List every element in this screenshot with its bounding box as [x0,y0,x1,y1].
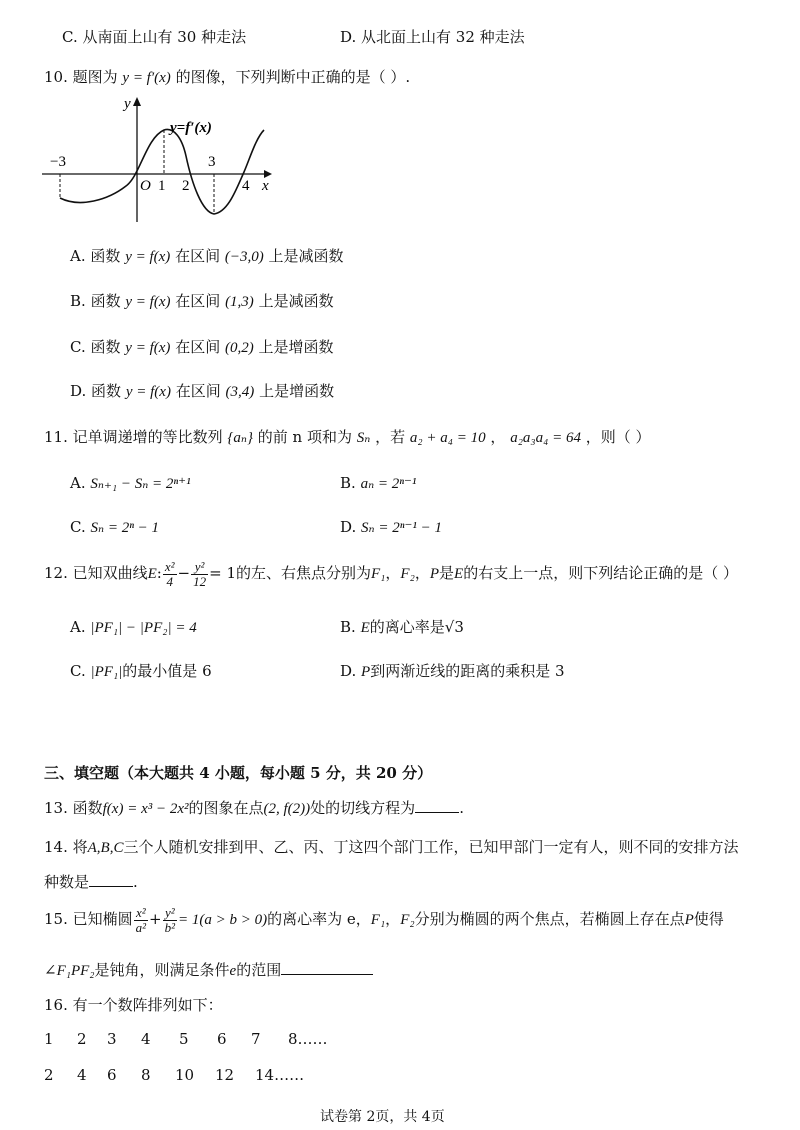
row1-cell: 4 [141,1030,151,1048]
row1-cell: 2 [77,1030,87,1048]
x-axis-label: x [262,178,269,194]
row2-cell: 2 [44,1066,54,1084]
q14-answer-blank[interactable] [89,870,133,887]
row2-cell: 4 [77,1066,87,1084]
row1-cell: 6 [217,1030,227,1048]
page-footer: 试卷第 2页，共 4页 [320,1109,445,1125]
q15-frac-y: $\frac{\text{y²}}{\text{b²}}$ [164,904,176,935]
q15-line1: 15. 已知椭圆 $\frac{\text{x²}}{\text{a²}}$ + $\frac{\text{y²}}{\text{b²}}$ = 1(a > b > 0)的离心率为 e，F₁，F₂分别为椭圆的两个焦点，若椭圆上存在点P使得 [44,904,724,935]
row2-cell: 8 [141,1066,151,1084]
q12-frac-y: $\frac{\text{y²}}{12}$ [193,558,207,589]
y-axis-arrow [133,97,141,106]
row1-cell: 5 [179,1030,189,1048]
tick-3: 3 [208,154,216,170]
q10-option-d: D. 函数 y = f(x) 在区间 (3,4) 上是增函数 [70,382,335,400]
q12-option-c: C. |PF₁|的最小值是 6 [70,662,212,680]
q11-stem: 11. 记单调递增的等比数列 {aₙ} 的前 n 项和为 Sₙ ，若 a₂ + a₄ = 10 ， a₂a₃a₄ = 64 ，则（ ） [44,428,651,446]
q12-option-d: D. P到两渐近线的距离的乘积是 3 [340,662,565,680]
tick-1: 1 [158,178,166,194]
row1-cell: 3 [107,1030,117,1048]
row2-cell: 12 [215,1066,235,1084]
q11-option-b: B. aₙ = 2ⁿ⁻¹ [340,474,417,492]
row1-cell: 7 [251,1030,261,1048]
q14-line1: 14. 将A,B,C三个人随机安排到甲、乙、丙、丁这四个部门工作，已知甲部门一定有人，则不同的安排方法 [44,838,739,856]
q16-row-1 [44,1028,328,1050]
tick-4: 4 [242,178,250,194]
row2-cell: 14…… [255,1066,305,1084]
q11-option-d: D. Sₙ = 2ⁿ⁻¹ − 1 [340,518,443,536]
q13-answer-blank[interactable] [415,796,459,813]
q11-option-c: C. Sₙ = 2ⁿ − 1 [70,518,160,536]
q12-option-b: B. E的离心率是√3 [340,618,464,636]
section-3-heading: 三、填空题（本大题共 4 小题，每小题 5 分，共 20 分） [44,764,433,782]
row2-cell: 10 [175,1066,195,1084]
q15-frac-x: $\frac{\text{x²}}{\text{a²}}$ [135,904,147,935]
origin-label: O [140,178,151,194]
q10-stem: 10. 题图为 y = f′(x) 的图像，下列判断中正确的是（ ）. [44,68,411,86]
y-axis-label: y [124,96,131,112]
q16-stem: 16. 有一个数阵排列如下： [44,996,223,1014]
q15-answer-blank[interactable] [281,958,373,975]
q10-option-c: C. 函数 y = f(x) 在区间 (0,2) 上是增函数 [70,338,334,356]
q11-option-a: A. Sₙ₊₁ − Sₙ = 2ⁿ⁺¹ [70,474,191,492]
q12-stem: 12. 已知双曲线E: $\frac{\text{x²}}{4}$ − $\frac{\text{y²}}{12}$ = 1的左、右焦点分别为F₁，F₂，P是E的右支上一点，则下列结论正确的是（ ） [44,558,738,589]
q13-stem: 13. 函数f(x) = x³ − 2x²的图象在点(2, f(2))处的切线方程为 . [44,796,464,820]
derivative-curve [60,130,264,214]
q15-line2: ∠F₁PF₂是钝角，则满足条件e的范围 [44,958,373,982]
q16-row-2 [44,1064,304,1086]
x-axis-arrow [264,170,272,178]
q10-option-b: B. 函数 y = f(x) 在区间 (1,3) 上是减函数 [70,292,334,310]
row2-cell: 6 [107,1066,117,1084]
q14-line2: 种数是 . [44,870,138,893]
q12-option-a: A. |PF₁| − |PF₂| = 4 [70,618,197,636]
q10-option-a: A. 函数 y = f(x) 在区间 (−3,0) 上是减函数 [70,247,344,265]
curve-label: y=f′(x) [170,120,212,136]
derivative-graph [36,94,276,226]
row1-cell: 8…… [288,1030,328,1048]
tick-2: 2 [182,178,190,194]
q12-frac-x: $\frac{\text{x²}}{4}$ [164,558,175,589]
tick-minus3: −3 [50,154,66,170]
row1-cell: 1 [44,1030,54,1048]
q9-option-d: D. 从北面上山有 32 种走法 [340,28,525,46]
q9-option-c: C. 从南面上山有 30 种走法 [62,28,247,46]
